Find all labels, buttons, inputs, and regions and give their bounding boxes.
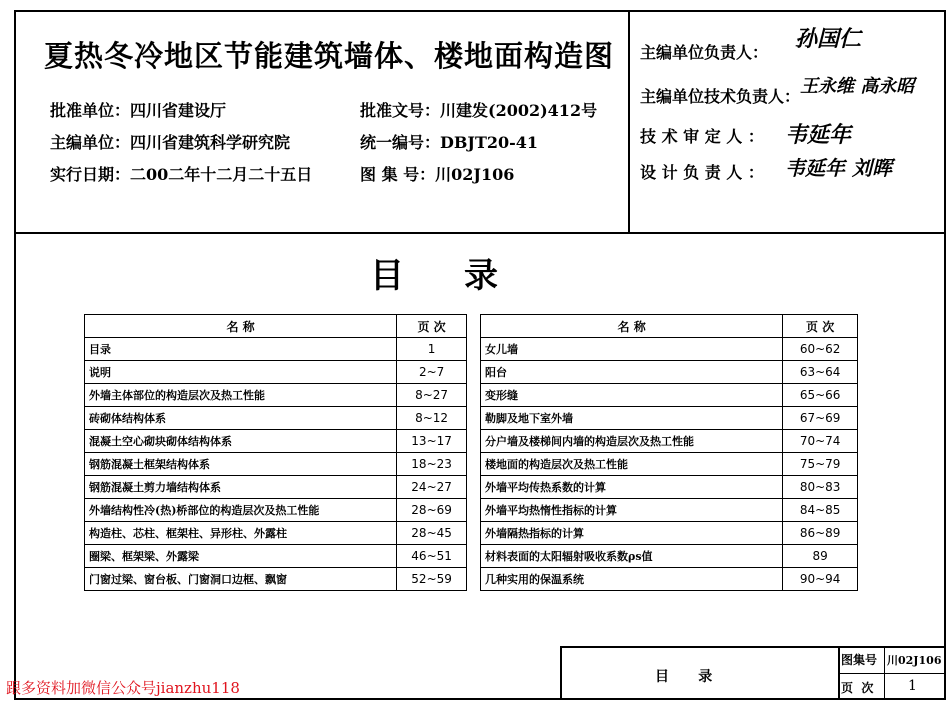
col-header-name: 名 称 (481, 315, 783, 338)
toc-entry-page: 63~64 (783, 361, 858, 384)
page-label: 页 次 (841, 681, 874, 695)
toc-entry-page: 70~74 (783, 430, 858, 453)
atlas-label: 图集号 (841, 653, 878, 667)
sign-label-reviewer: 技 术 审 定 人 ： (640, 127, 764, 146)
signature-reviewer: 韦延年 (785, 123, 852, 148)
toc-entry-name: 外墙主体部位的构造层次及热工性能 (85, 384, 397, 407)
sign-label-design-lead: 设 计 负 责 人 ： (640, 163, 764, 182)
toc-entry-page: 8~12 (397, 407, 467, 430)
toc-entry-name: 构造柱、芯柱、框架柱、异形柱、外露柱 (85, 522, 397, 545)
page-value: 1 (908, 678, 917, 694)
sign-label-tech-lead: 主编单位技术负责人： (640, 87, 801, 106)
binding-edge-marks (0, 30, 12, 220)
toc-entry-name: 说明 (85, 361, 397, 384)
toc-row (85, 453, 467, 476)
title-block-row-line (838, 673, 946, 674)
toc-entry-name: 混凝土空心砌块砌体结构体系 (85, 430, 397, 453)
toc-entry-name: 分户墙及楼梯间内墙的构造层次及热工性能 (481, 430, 783, 453)
toc-entry-page: 80~83 (783, 476, 858, 499)
toc-row (481, 430, 858, 453)
toc-entry-name: 外墙平均传热系数的计算 (481, 476, 783, 499)
toc-entry-name: 外墙平均热惰性指标的计算 (481, 499, 783, 522)
toc-row (481, 338, 858, 361)
toc-entry-page: 65~66 (783, 384, 858, 407)
toc-entry-name: 门窗过梁、窗台板、门窗洞口边框、飘窗 (85, 568, 397, 591)
toc-table-right (480, 314, 858, 591)
col-header-name: 名 称 (85, 315, 397, 338)
header-divider-vertical (628, 10, 630, 232)
toc-header-row (481, 315, 858, 338)
toc-entry-page: 52~59 (397, 568, 467, 591)
toc-entry-name: 楼地面的构造层次及热工性能 (481, 453, 783, 476)
toc-entry-page: 28~69 (397, 499, 467, 522)
toc-entry-page: 84~85 (783, 499, 858, 522)
toc-row (481, 407, 858, 430)
col-header-page: 页 次 (397, 315, 467, 338)
atlas-value: 川02J106 (887, 654, 942, 667)
col-header-page: 页 次 (783, 315, 858, 338)
toc-entry-page: 2~7 (397, 361, 467, 384)
toc-entry-page: 8~27 (397, 384, 467, 407)
signature-chief-unit: 孙国仁 (795, 27, 862, 52)
toc-entry-page: 18~23 (397, 453, 467, 476)
toc-heading: 目录 (370, 256, 558, 296)
toc-row (85, 338, 467, 361)
sheet-name: 目 录 (655, 669, 713, 685)
toc-row (481, 545, 858, 568)
toc-entry-page: 46~51 (397, 545, 467, 568)
toc-row (481, 499, 858, 522)
sign-label-chief-unit: 主编单位负责人： (640, 43, 769, 62)
header-divider-horizontal (14, 232, 946, 234)
approval-doc-number: 批准文号：川建发(2002)412号 (360, 101, 598, 120)
toc-entry-page: 60~62 (783, 338, 858, 361)
toc-row (85, 361, 467, 384)
toc-row (481, 453, 858, 476)
toc-entry-page: 1 (397, 338, 467, 361)
toc-entry-name: 变形缝 (481, 384, 783, 407)
toc-entry-name: 女儿墙 (481, 338, 783, 361)
toc-entry-name: 阳台 (481, 361, 783, 384)
unified-number: 统一编号：DBJT20-41 (360, 133, 539, 152)
toc-row (85, 476, 467, 499)
toc-entry-name: 外墙隔热指标的计算 (481, 522, 783, 545)
toc-header-row (85, 315, 467, 338)
toc-row (85, 545, 467, 568)
toc-entry-page: 24~27 (397, 476, 467, 499)
toc-row (85, 568, 467, 591)
toc-entry-name: 外墙结构性冷(热)桥部位的构造层次及热工性能 (85, 499, 397, 522)
toc-entry-page: 86~89 (783, 522, 858, 545)
document-title: 夏热冬冷地区节能建筑墙体、楼地面构造图 (44, 39, 615, 73)
toc-entry-name: 钢筋混凝土剪力墙结构体系 (85, 476, 397, 499)
toc-entry-page: 90~94 (783, 568, 858, 591)
toc-entry-name: 砖砌体结构体系 (85, 407, 397, 430)
toc-row (85, 430, 467, 453)
toc-row (481, 522, 858, 545)
toc-entry-page: 28~45 (397, 522, 467, 545)
approval-unit: 批准单位：四川省建设厅 (50, 101, 227, 120)
toc-row (85, 384, 467, 407)
toc-row (85, 522, 467, 545)
toc-entry-name: 目录 (85, 338, 397, 361)
signature-design-lead: 韦延年 刘晖 (785, 156, 892, 180)
toc-entry-name: 钢筋混凝土框架结构体系 (85, 453, 397, 476)
toc-entry-name: 材料表面的太阳辐射吸收系数ρs值 (481, 545, 783, 568)
toc-row (481, 384, 858, 407)
toc-entry-page: 67~69 (783, 407, 858, 430)
toc-entry-name: 几种实用的保温系统 (481, 568, 783, 591)
toc-entry-page: 13~17 (397, 430, 467, 453)
toc-row (85, 499, 467, 522)
editor-unit: 主编单位：四川省建筑科学研究院 (50, 133, 291, 152)
toc-table-left (84, 314, 467, 591)
signature-tech-lead: 王永维 高永昭 (800, 76, 915, 97)
toc-row (85, 407, 467, 430)
watermark-text: 跟多资料加微信公众号jianzhu118 (6, 679, 240, 697)
toc-entry-name: 勒脚及地下室外墙 (481, 407, 783, 430)
toc-row (481, 476, 858, 499)
toc-row (481, 568, 858, 591)
toc-row (481, 361, 858, 384)
toc-entry-page: 75~79 (783, 453, 858, 476)
toc-entry-name: 圈梁、框架梁、外露梁 (85, 545, 397, 568)
toc-entry-page: 89 (783, 545, 858, 568)
atlas-number: 图 集 号：川02J106 (360, 165, 515, 184)
effective-date: 实行日期：二00二年十二月二十五日 (50, 165, 313, 184)
